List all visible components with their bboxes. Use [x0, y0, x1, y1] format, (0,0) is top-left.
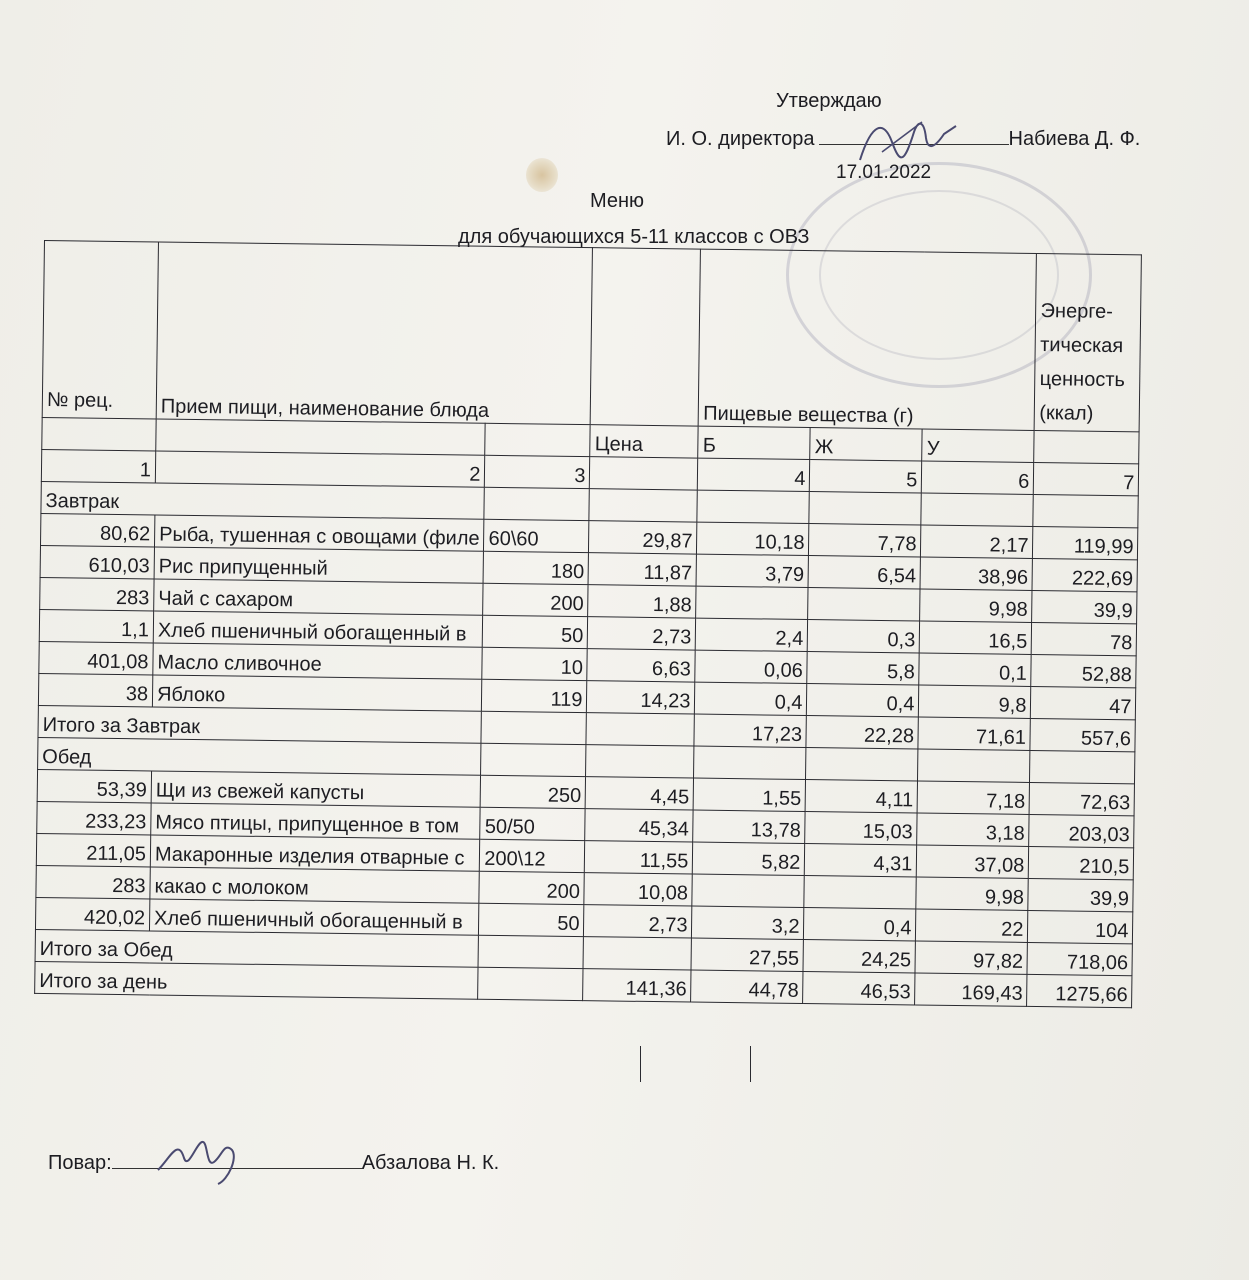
dish-yield: 50 [479, 903, 584, 936]
rec-no: 53,39 [37, 769, 151, 802]
dish-fat [808, 588, 920, 621]
total-label: Итого за Завтрак [38, 705, 482, 743]
dish-name: Макаронные изделия отварные с [150, 835, 480, 871]
dish-fat: 0,3 [808, 620, 920, 653]
col-number: 2 [155, 451, 485, 487]
cook-signature [148, 1128, 258, 1190]
dish-kcal: 78 [1032, 622, 1137, 655]
dish-protein: 13,78 [693, 810, 805, 843]
dish-fat: 5,8 [807, 652, 919, 685]
dish-yield: 10 [482, 647, 587, 680]
rec-no: 233,23 [37, 801, 151, 834]
approval-position: И. О. директора [666, 128, 815, 150]
dish-price: 10,08 [584, 873, 692, 906]
header-nutrients: Пищевые вещества (г) [699, 249, 1037, 430]
total-label: Итого за Обед [35, 929, 479, 967]
total-protein: 17,23 [694, 714, 806, 747]
section-label-breakfast: Завтрак [41, 481, 485, 519]
dish-kcal: 119,99 [1033, 526, 1138, 559]
header-protein: Б [698, 426, 810, 459]
approval-date: 17.01.2022 [836, 162, 932, 183]
dish-carbs: 22 [916, 909, 1028, 942]
rec-no: 283 [36, 865, 150, 898]
dish-protein: 3,2 [692, 906, 804, 939]
dish-name: Мясо птицы, припущенное в том [151, 803, 481, 839]
dish-price: 11,55 [585, 841, 693, 874]
total-carbs: 71,61 [918, 717, 1030, 750]
approval-name: Набиева Д. Ф. [1008, 128, 1141, 150]
rec-no: 38 [38, 673, 152, 706]
dish-name: Рыба, тушенная с овощами (филе [154, 515, 484, 551]
table-tail-line [750, 1046, 751, 1082]
dish-fat: 0,4 [804, 908, 916, 941]
dish-carbs: 38,96 [920, 557, 1032, 590]
dish-carbs: 9,8 [919, 685, 1031, 718]
col-number: 7 [1034, 462, 1139, 495]
dish-protein: 5,82 [693, 842, 805, 875]
header-energy: Энерге-тическая ценность (ккал) [1035, 253, 1142, 431]
dish-price: 11,87 [588, 553, 696, 586]
dish-fat: 6,54 [808, 556, 920, 589]
header-blank [591, 248, 701, 426]
approval-title: Утверждаю [776, 90, 882, 112]
header-meal-name: Прием пищи, наименование блюда [156, 242, 593, 425]
col-number: 4 [698, 458, 810, 491]
total-kcal: 718,06 [1027, 942, 1132, 975]
rec-no: 401,08 [39, 641, 153, 674]
dish-fat [804, 876, 916, 909]
dish-protein: 3,79 [696, 554, 808, 587]
rec-no: 420,02 [35, 897, 149, 930]
dish-price: 1,88 [588, 585, 696, 618]
dish-protein: 0,06 [695, 650, 807, 683]
dish-kcal: 39,9 [1032, 590, 1137, 623]
col-number: 1 [41, 449, 155, 482]
dish-yield: 50 [483, 615, 588, 648]
total-carbs: 97,82 [915, 941, 1027, 974]
dish-yield: 180 [483, 551, 588, 584]
total-protein: 27,55 [691, 938, 803, 971]
rec-no: 1,1 [39, 609, 153, 642]
dish-protein: 1,55 [694, 778, 806, 811]
dish-price: 45,34 [585, 809, 693, 842]
day-total-fat: 46,53 [803, 972, 915, 1005]
rec-no: 610,03 [40, 545, 154, 578]
table-header-row [42, 241, 1142, 432]
dish-fat: 7,78 [809, 524, 921, 557]
dish-name: Рис припущенный [154, 547, 484, 583]
day-total-protein: 44,78 [691, 970, 803, 1003]
header-price: Цена [590, 425, 698, 458]
dish-kcal: 52,88 [1031, 654, 1136, 687]
dish-kcal: 72,63 [1030, 782, 1135, 815]
dish-kcal: 203,03 [1029, 814, 1134, 847]
dish-fat: 4,11 [806, 780, 918, 813]
cook-label: Повар: [48, 1152, 112, 1174]
dish-name: Чай с сахаром [154, 579, 484, 615]
dish-yield: 200\12 [480, 839, 585, 872]
dish-protein: 2,4 [696, 618, 808, 651]
dish-name: Масло сливочное [153, 643, 483, 679]
col-number: 5 [810, 460, 922, 493]
dish-carbs: 16,5 [920, 621, 1032, 654]
dish-yield: 250 [481, 775, 586, 808]
cook-name: Абзалова Н. К. [361, 1152, 500, 1174]
cook-signature-line [48, 1152, 499, 1175]
section-label-lunch: Обед [38, 737, 482, 775]
rec-no: 283 [40, 577, 154, 610]
dish-name: Хлеб пшеничный обогащенный в [149, 899, 479, 935]
dish-fat: 15,03 [805, 812, 917, 845]
dish-carbs: 9,98 [920, 589, 1032, 622]
menu-table [34, 240, 1142, 1008]
dish-price: 2,73 [584, 905, 692, 938]
dish-price: 4,45 [586, 777, 694, 810]
dish-kcal: 104 [1028, 910, 1133, 943]
col-number: 3 [485, 455, 590, 488]
dish-kcal: 39,9 [1028, 878, 1133, 911]
dish-fat: 4,31 [805, 844, 917, 877]
dish-price: 29,87 [589, 521, 697, 554]
menu-title: Меню [590, 190, 645, 212]
dish-yield: 200 [479, 871, 584, 904]
day-total-kcal: 1275,66 [1027, 974, 1132, 1007]
dish-carbs: 37,08 [917, 845, 1029, 878]
dish-name: какао с молоком [150, 867, 480, 903]
day-total-price: 141,36 [583, 969, 691, 1002]
dish-name: Щи из свежей капусты [151, 771, 481, 807]
dish-carbs: 2,17 [921, 525, 1033, 558]
rec-no: 211,05 [36, 833, 150, 866]
dish-name: Яблоко [152, 675, 482, 711]
dish-protein [696, 586, 808, 619]
col-number: 6 [922, 461, 1034, 494]
paper-stain [526, 158, 558, 192]
header-fat: Ж [810, 428, 922, 461]
dish-fat: 0,4 [807, 684, 919, 717]
dish-carbs: 9,98 [916, 877, 1028, 910]
dish-kcal: 47 [1031, 686, 1136, 719]
header-carbs: У [922, 429, 1034, 462]
dish-yield: 60\60 [484, 519, 589, 552]
dish-yield: 50/50 [480, 807, 585, 840]
dish-kcal: 222,69 [1032, 558, 1137, 591]
rec-no: 80,62 [41, 513, 155, 546]
dish-price: 14,23 [587, 681, 695, 714]
dish-price: 6,63 [587, 649, 695, 682]
dish-carbs: 7,18 [918, 781, 1030, 814]
day-total-carbs: 169,43 [915, 973, 1027, 1006]
total-fat: 22,28 [806, 716, 918, 749]
header-rec-no: № рец. [42, 241, 158, 419]
dish-carbs: 0,1 [919, 653, 1031, 686]
total-fat: 24,25 [803, 940, 915, 973]
dish-name: Хлеб пшеничный обогащенный в [153, 611, 483, 647]
day-total-label: Итого за день [35, 961, 479, 999]
table-tail-line [640, 1046, 641, 1082]
dish-price: 2,73 [588, 617, 696, 650]
dish-yield: 119 [482, 679, 587, 712]
dish-kcal: 210,5 [1029, 846, 1134, 879]
total-kcal: 557,6 [1030, 718, 1135, 751]
dish-protein [692, 874, 804, 907]
dish-protein: 0,4 [695, 682, 807, 715]
dish-carbs: 3,18 [917, 813, 1029, 846]
dish-protein: 10,18 [697, 522, 809, 555]
dish-yield: 200 [483, 583, 588, 616]
menu-subtitle: для обучающихся 5-11 классов с ОВЗ [458, 226, 810, 248]
